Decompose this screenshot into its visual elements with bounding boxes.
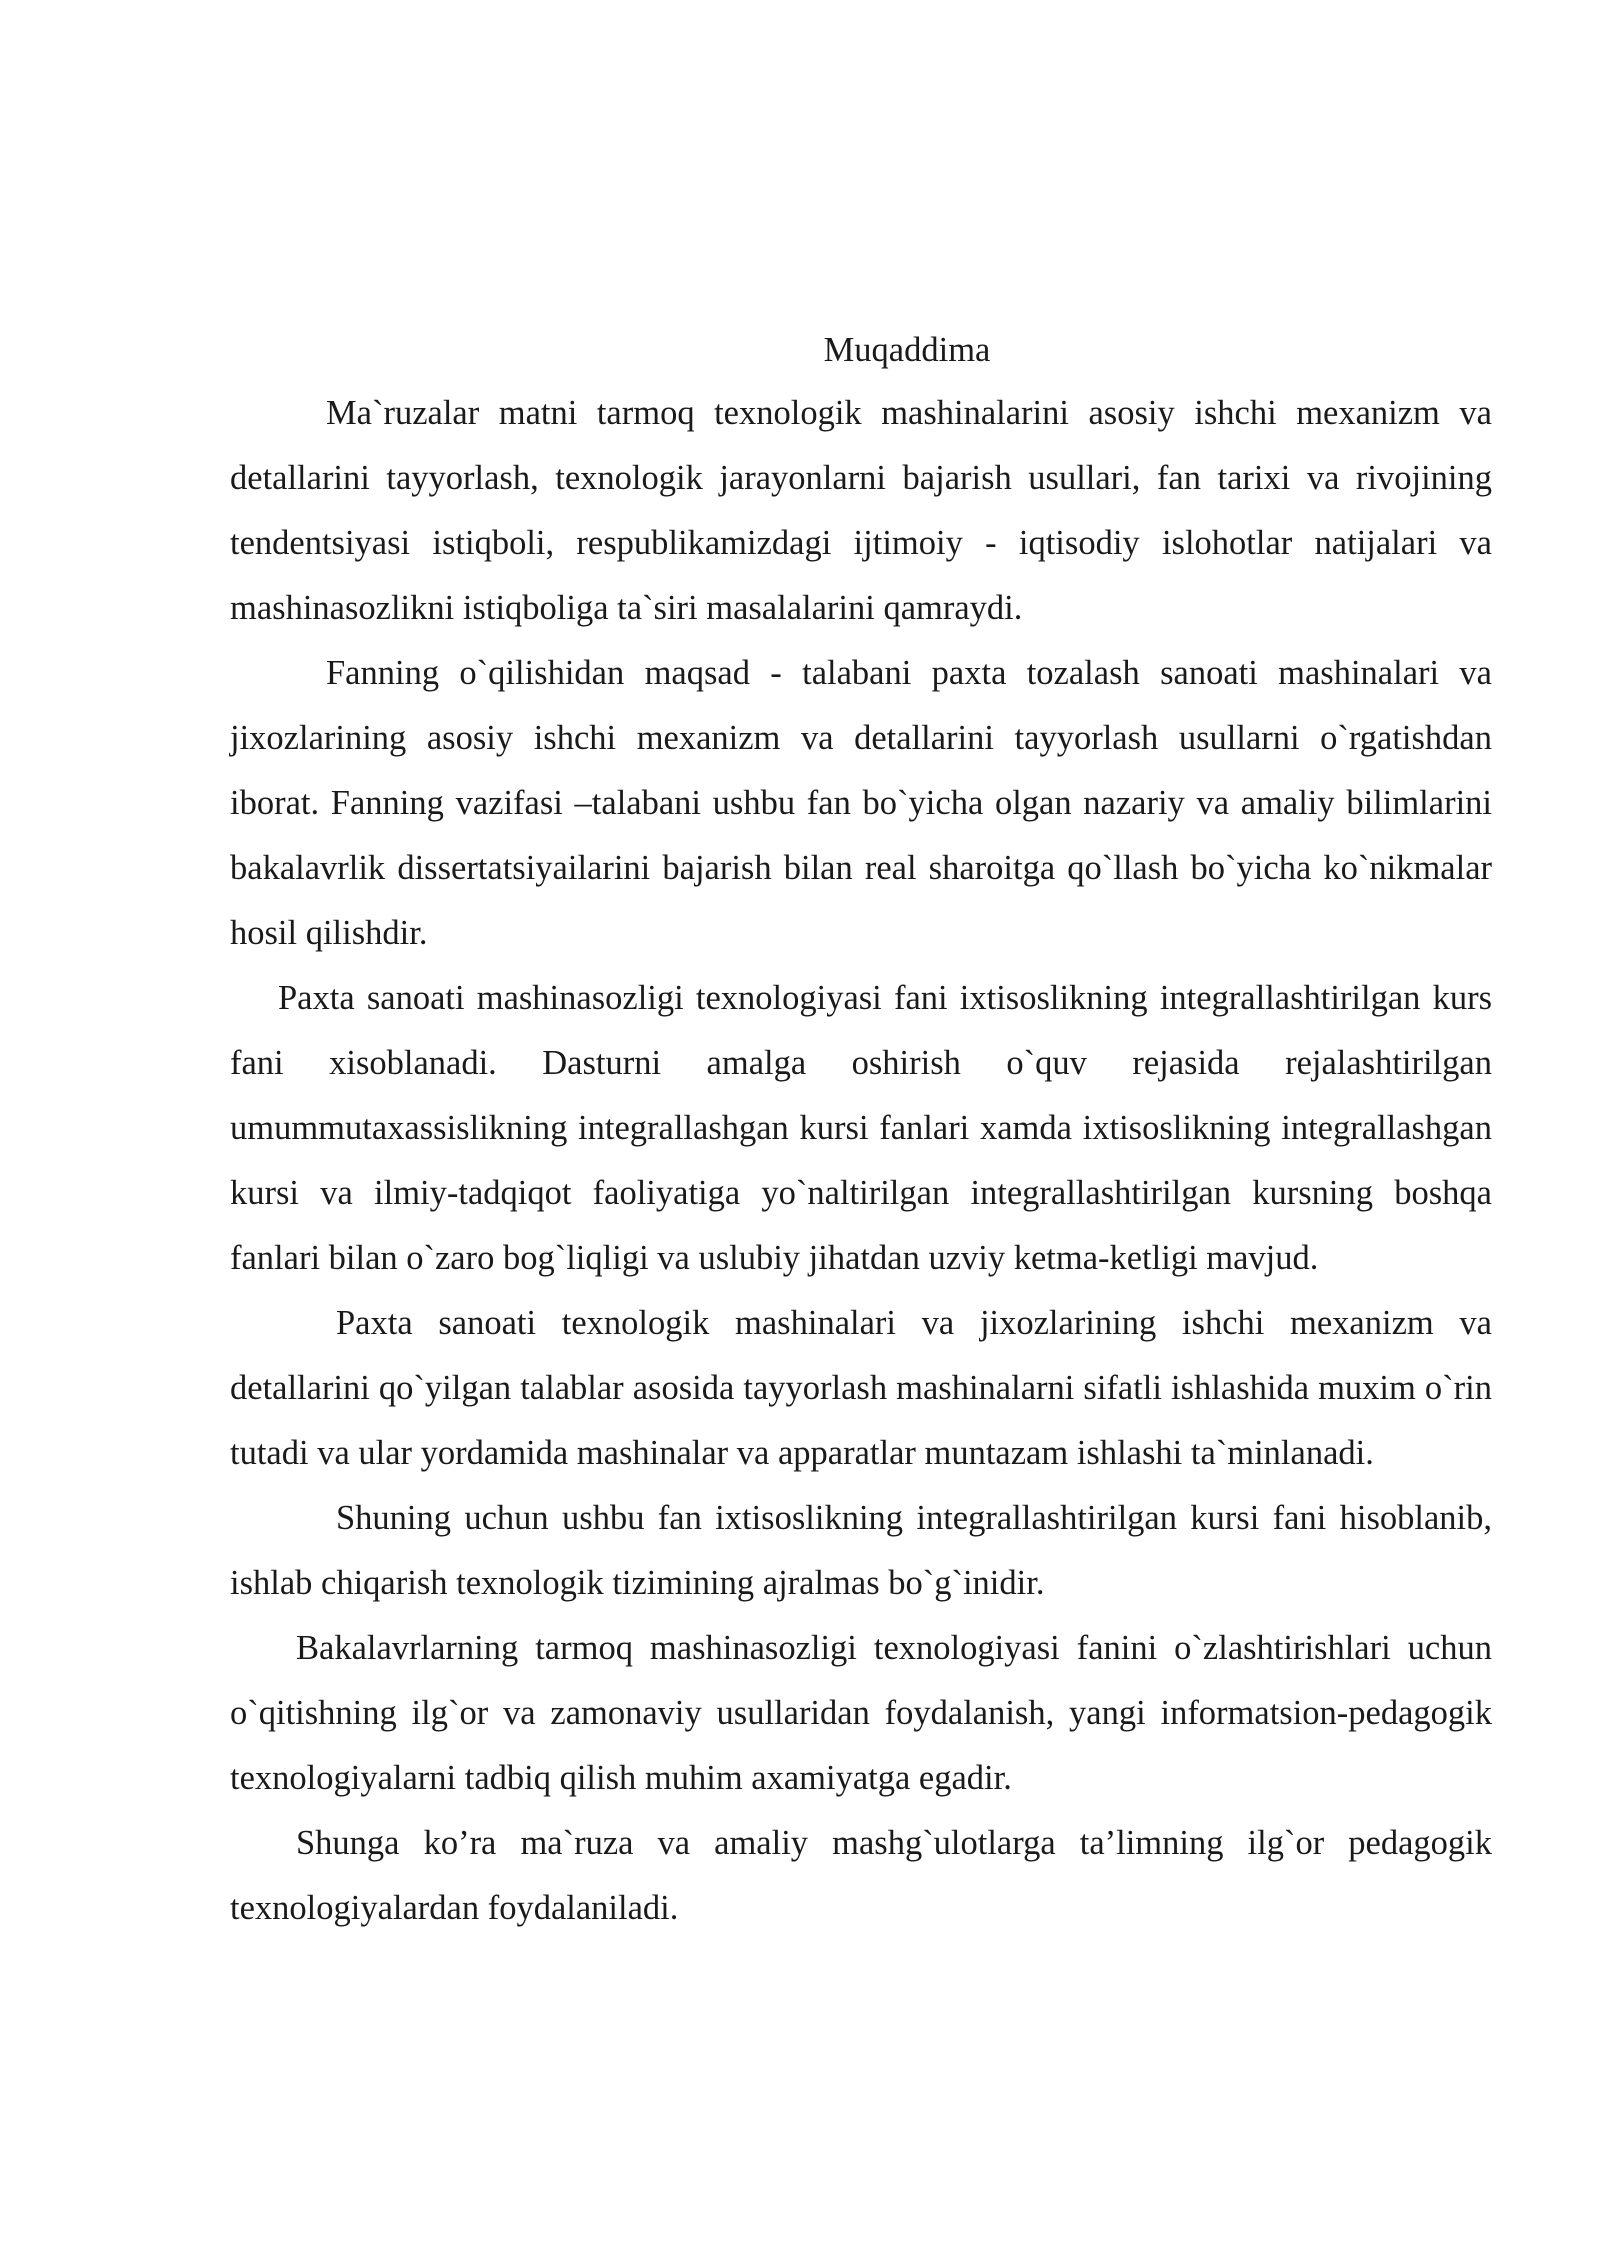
paragraph-integration: Shuning uchun ushbu fan ixtisoslikning integrallashtirilgan kursi fani hisoblanib, ishlab chiqarish texnologik tizimining ajralmas bo`g`inidir. [230, 1499, 1492, 1602]
paragraph-machines: Paxta sanoati texnologik mashinalari va jixozlarining ishchi mexanizm va detallarini qo`yilgan talablar asosida tayyorlash mashinalarni sifatli ishlashida muxim o`rin tutadi va ular yordamida mashinalar va apparatlar muntazam ishlashi ta`minlanadi. [230, 1304, 1492, 1472]
paragraph-methods: Bakalavrlarning tarmoq mashinasozligi texnologiyasi fanini o`zlashtirishlari uchun o`qitishning ilg`or va zamonaviy usullaridan foydalanish, yangi informatsion-pedagogik texnologiyalarni tadbiq qilish muhim axamiyatga egadir. [230, 1629, 1492, 1797]
document-body [230, 322, 1492, 1941]
paragraph-technologies: Shunga ko’ra ma`ruza va amaliy mashg`ulotlarga ta’limning ilg`or pedagogik texnologiyalardan foydalaniladi. [230, 1824, 1492, 1927]
page-title: Muqaddima [823, 331, 991, 369]
paragraph-course-status: Paxta sanoati mashinasozligi texnologiyasi fani ixtisoslikning integrallashtirilgan kurs fani xisoblanadi. Dasturni amalga oshirish o`quv rejasida rejalashtirilgan umummutaxassislikning integrallashgan kursi fanlari xamda ixtisoslikning integrallashgan kursi va ilmiy-tadqiqot faoliyatiga yo`naltirilgan integrallashtirilgan kursning boshqa fanlari bilan o`zaro bog`liqligi va uslubiy jihatdan uzviy ketma-ketligi mavjud. [230, 979, 1492, 1277]
paragraph-purpose: Fanning o`qilishidan maqsad - talabani paxta tozalash sanoati mashinalari va jixozlarining asosiy ishchi mexanizm va detallarini tayyorlash usullarni o`rgatishdan iborat. Fanning vazifasi –talabani ushbu fan bo`yicha olgan nazariy va amaliy bilimlarini bakalavrlik dissertatsiyailarini bajarish bilan real sharoitga qo`llash bo`yicha ko`nikmalar hosil qilishdir. [230, 654, 1492, 952]
paragraph-intro: Ma`ruzalar matni tarmoq texnologik mashinalarini asosiy ishchi mexanizm va detallarini tayyorlash, texnologik jarayonlarni bajarish usullari, fan tarixi va rivojining tendentsiyasi istiqboli, respublikamizdagi ijtimoiy - iqtisodiy islohotlar natijalari va mashinasozlikni istiqboliga ta`siri masalalarini qamraydi. [230, 394, 1492, 627]
